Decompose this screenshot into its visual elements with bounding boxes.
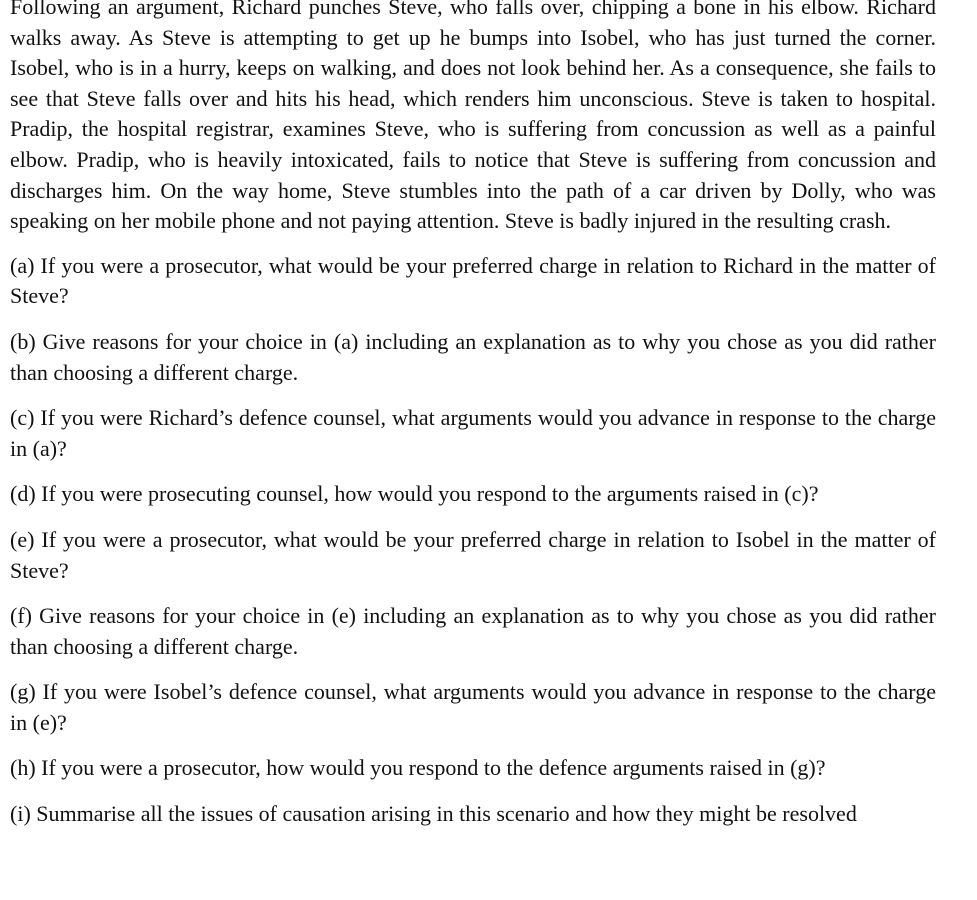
question-f: (f) Give reasons for your choice in (e) including an explanation as to why you chose as you did rather than choosing a different charge. — [10, 603, 936, 659]
document-page — [10, 0, 936, 830]
question-e: (e) If you were a prosecutor, what would be your preferred charge in relation to Isobel in the matter of Steve? — [10, 526, 936, 583]
question-h: (h) If you were a prosecutor, how would you respond to the defence arguments raised in (g)? — [10, 755, 826, 781]
question-i: (i) Summarise all the issues of causation arising in this scenario and how they might be resolved — [10, 801, 857, 827]
scenario-paragraph: Following an argument, Richard punches Steve, who falls over, chipping a bone in his elbow. Richard walks away. As Steve is attempting to get up he bumps into Isobel, who has just turned the corner. Isobel, who is in a hurry, keeps on walking, and does not look behind her. As a consequence, she fails to see that Steve falls over and hits his head, which renders him unconscious. Steve is taken to hospital. Pradip, the hospital registrar, examines Steve, who is suffering from concussion as well as a painful elbow. Pradip, who is heavily intoxicated, fails to notice that Steve is suffering from concussion and discharges him. On the way home, Steve stumbles into the path of a car driven by Dolly, who was speaking on her mobile phone and not paying attention. Steve is badly injured in the resulting crash. — [10, 0, 936, 234]
question-a: (a) If you were a prosecutor, what would be your preferred charge in relation to Richard in the matter of Steve? — [10, 252, 936, 309]
question-g: (g) If you were Isobel’s defence counsel, what arguments would you advance in response to the charge in (e)? — [10, 679, 936, 735]
question-d: (d) If you were prosecuting counsel, how would you respond to the arguments raised in (c)? — [10, 481, 819, 507]
question-c: (c) If you were Richard’s defence counsel, what arguments would you advance in response to the charge in (a)? — [10, 405, 936, 461]
question-b: (b) Give reasons for your choice in (a) including an explanation as to why you chose as you did rather than choosing a different charge. — [10, 328, 936, 385]
